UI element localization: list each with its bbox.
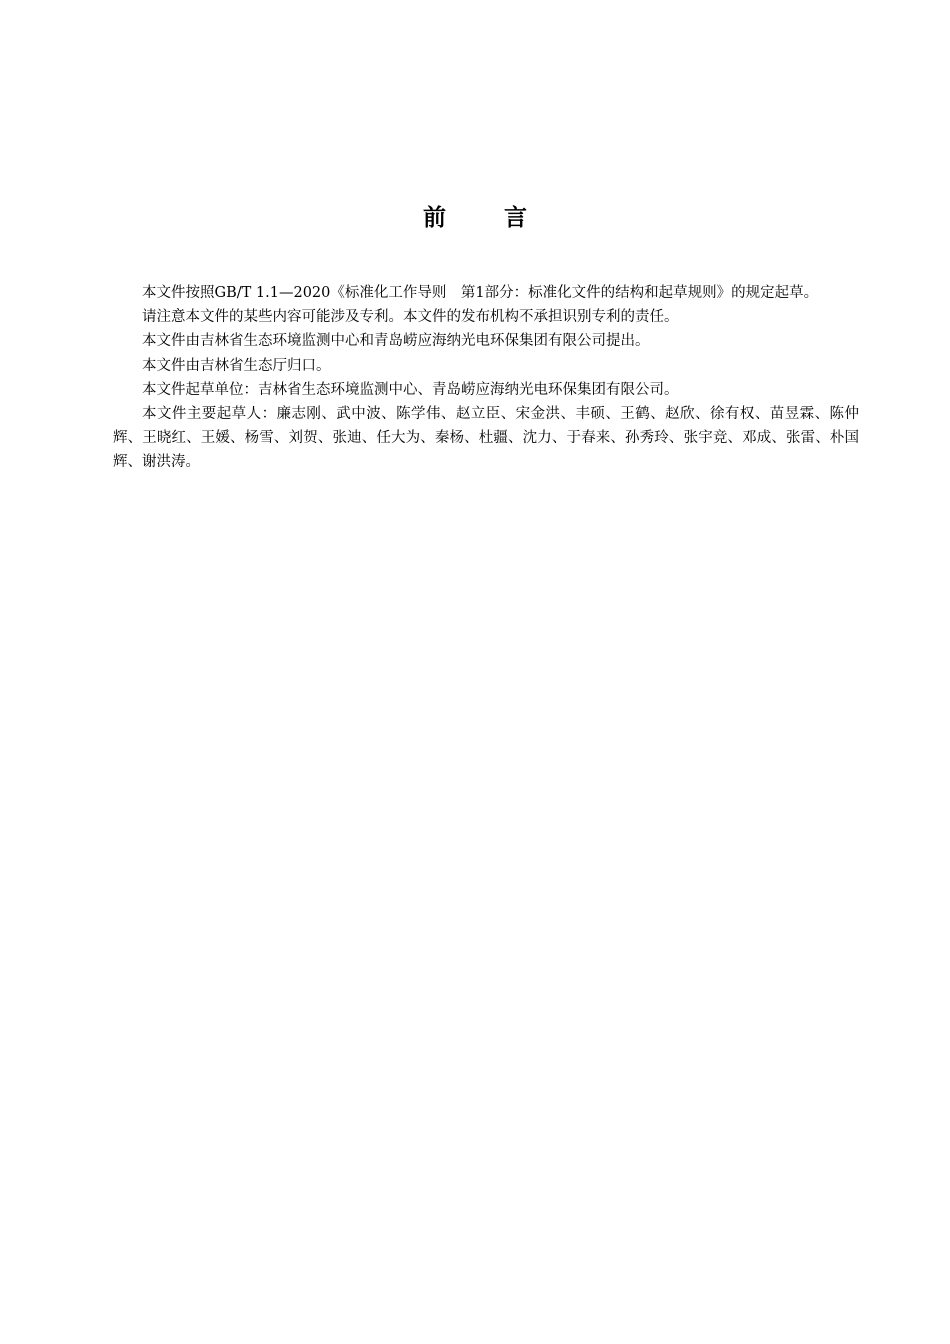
paragraph-drafters: 本文件主要起草人：廉志刚、武中波、陈学伟、赵立臣、宋金洪、丰硕、王鹤、赵欣、徐有权、苗昱霖、陈仲辉、王晓红、王媛、杨雪、刘贺、张迪、任大为、秦杨、杜疆、沈力、于春来、孙秀玲、张宇竞、邓成、张雷、朴国辉、谢洪涛。: [113, 406, 859, 471]
page-title: [0, 200, 950, 236]
preface-body: [113, 281, 859, 475]
title-char-1: 前: [423, 205, 446, 231]
paragraph-drafting-rules: 本文件按照GB/T 1.1—2020《标准化工作导则 第1部分：标准化文件的结构和起草规则》的规定起草。: [142, 285, 819, 301]
paragraph-patent-notice: 请注意本文件的某些内容可能涉及专利。本文件的发布机构不承担识别专利的责任。: [142, 309, 679, 326]
paragraph-proposer: 本文件由吉林省生态环境监测中心和青岛崂应海纳光电环保集团有限公司提出。: [142, 333, 650, 350]
title-char-2: 言: [504, 205, 527, 231]
paragraph-drafting-units: 本文件起草单位：吉林省生态环境监测中心、青岛崂应海纳光电环保集团有限公司。: [142, 381, 679, 398]
paragraph-administrator: 本文件由吉林省生态厅归口。: [142, 357, 331, 374]
